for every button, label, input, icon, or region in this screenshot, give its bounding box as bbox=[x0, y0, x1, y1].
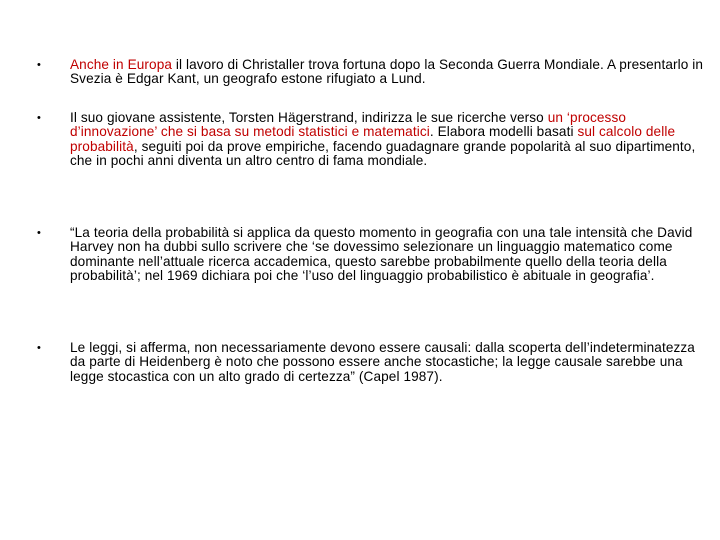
bullet-marker: • bbox=[37, 227, 41, 239]
bullet-text bbox=[70, 111, 710, 168]
bullet-marker: • bbox=[37, 59, 41, 71]
bullet-text bbox=[70, 226, 710, 283]
body-text: . Elabora modelli basati bbox=[429, 124, 578, 140]
body-text: , seguiti poi da prove empiriche, facendo guadagnare grande popolarità al suo dipartimento, che in pochi anni diventa un altro centro di fama mondiale. bbox=[70, 138, 696, 168]
body-text: Le leggi, si afferma, non necessariamente devono essere causali: dalla scoperta dell’indeterminatezza da parte di Heidenberg è noto che possono essere anche stocastiche; la legge causale sarebbe una legge stocastica con un alto grado di certezza” (Capel 1987). bbox=[70, 340, 695, 384]
body-text: Il suo giovane assistente, Torsten Hägerstrand, indirizza le sue ricerche verso bbox=[70, 110, 548, 125]
highlight-text: sul calcolo delle probabilità bbox=[70, 124, 676, 154]
bullet-text bbox=[70, 58, 710, 87]
highlight-text: Anche in Europa bbox=[70, 57, 173, 72]
bullet-marker: • bbox=[37, 112, 41, 124]
body-text: “La teoria della probabilità si applica da questo momento in geografia con una tale intensità che David Harvey non ha dubbi sullo scrivere che ‘se dovessimo selezionare un linguaggio matematico come dominante nell’attuale ricerca accademica, questo sarebbe probabilmente quello della teoria della probabilità’; nel 1969 dichiara poi che ‘l’uso del linguaggio probabilistico è abituale in geografia’. bbox=[70, 225, 693, 283]
bullet-text bbox=[70, 341, 710, 384]
bullet-marker: • bbox=[37, 342, 41, 354]
highlight-text: un ‘processo d’innovazione’ che si basa su metodi statistici e matematici bbox=[70, 110, 627, 140]
body-text: il lavoro di Christaller trova fortuna dopo la Seconda Guerra Mondiale. A presentarlo in Svezia è Edgar Kant, un geografo estone rifugiato a Lund. bbox=[70, 57, 704, 87]
